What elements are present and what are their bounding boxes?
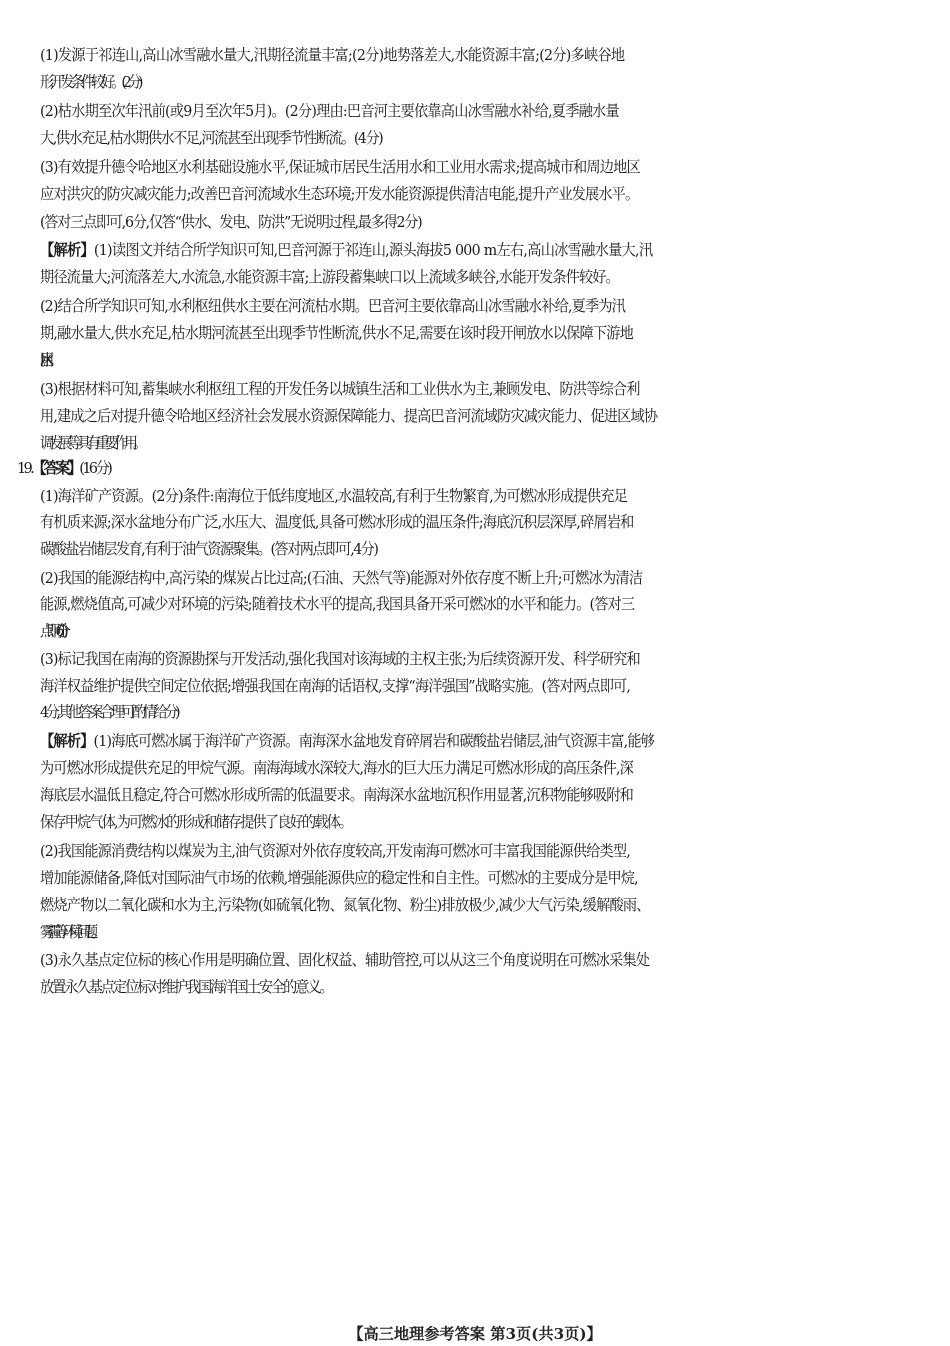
question-number: 19. xyxy=(17,459,32,477)
line-text: (3)有效提升德令哈地区水利基础设施水平,保证城市居民生活用水和工业用水需求;提高城市和周边地区 xyxy=(40,158,640,176)
text-line xyxy=(40,265,928,289)
text-line xyxy=(40,210,928,234)
section-label: 【答案】 xyxy=(32,459,79,477)
line-text: 点即可,6分) xyxy=(40,622,61,640)
text-line xyxy=(40,182,928,206)
line-text: 形,开发条件较好。(2分) xyxy=(40,73,139,91)
text-line xyxy=(40,70,928,94)
line-text: 保存甲烷气体,为可燃冰的形成和储存提供了良好的载体。 xyxy=(40,813,351,831)
line-text: 调发展等具有重要作用。 xyxy=(40,434,142,452)
text-line xyxy=(40,920,928,944)
line-text: (3)标记我国在南海的资源勘探与开发活动,强化我国对该海域的主权主张;为后续资源开发、科学研究和 xyxy=(40,650,640,668)
section-label: 【解析】 xyxy=(40,732,94,750)
text-line xyxy=(40,155,928,179)
text-line xyxy=(40,43,928,67)
text-line xyxy=(40,592,928,616)
line-text: 4分,其他答案合理可酌情给分) xyxy=(40,703,177,721)
text-line xyxy=(40,126,928,150)
text-line xyxy=(40,700,928,724)
line-text: 期径流量大;河流落差大,水流急,水能资源丰富;上游段蓄集峡口以上流域多峡谷,水能开发条件较好。 xyxy=(40,268,619,286)
text-line xyxy=(40,674,928,698)
line-text: (2)结合所学知识可知,水利枢纽供水主要在河流枯水期。巴音河主要依靠高山冰雪融水补给,夏季为汛 xyxy=(40,297,625,315)
line-text: (1)发源于祁连山,高山冰雪融水量大,汛期径流量丰富;(2分)地势落差大,水能资源丰富;(2分)多峡谷地 xyxy=(40,46,624,64)
text-line xyxy=(40,484,928,508)
page-footer: 【高三地理参考答案 第3页(共3页)】 xyxy=(0,1322,950,1346)
line-text: 增加能源储备,降低对国际油气市场的依赖,增强能源供应的稳定性和自主性。可燃冰的主要成分是甲烷, xyxy=(40,869,638,887)
text-line xyxy=(40,348,928,372)
text-line xyxy=(40,839,928,863)
line-text: 期,融水量大,供水充足,枯水期河流甚至出现季节性断流,供水不足,需要在该时段开闸放水以保障下游地 xyxy=(40,324,633,342)
line-text: (2)我国能源消费结构以煤炭为主,油气资源对外依存度较高,开发南海可燃冰可丰富我国能源供给类型, xyxy=(40,842,630,860)
line-text: 放置永久基点定位标对维护我国海洋国土安全的意义。 xyxy=(40,978,332,996)
section-label: 【解析】 xyxy=(40,241,94,259)
text-line xyxy=(40,566,928,590)
text-line xyxy=(40,866,928,890)
text-line xyxy=(40,321,928,345)
text-line xyxy=(40,404,928,428)
text-line xyxy=(40,510,928,534)
line-text: 雾霾等环境问题。 xyxy=(40,923,99,941)
text-line xyxy=(40,975,928,999)
line-text: 应对洪灾的防灾减灾能力;改善巴音河流域水生态环境;开发水能资源提供清洁电能,提升产业发展水平。 xyxy=(40,185,638,203)
line-text: (1)读图文并结合所学知识可知,巴音河源于祁连山,源头海拔5 000 m左右,高山冰雪融水量大,汛 xyxy=(94,241,652,259)
line-text: (1)海洋矿产资源。(2分)条件:南海位于低纬度地区,水温较高,有利于生物繁育,为可燃冰形成提供充足 xyxy=(40,487,627,505)
text-line xyxy=(40,783,928,807)
line-text: (2)我国的能源结构中,高污染的煤炭占比过高;(石油、天然气等)能源对外依存度不断上升;可燃冰为清洁 xyxy=(40,569,642,587)
line-text: 能源,燃烧值高,可减少对环境的污染;随着技术水平的提高,我国具备开采可燃冰的水平和能力。(答对三 xyxy=(40,595,634,613)
text-line xyxy=(40,729,928,753)
line-text: (3)根据材料可知,蓄集峡水利枢纽工程的开发任务以城镇生活和工业供水为主,兼顾发电、防洪等综合利 xyxy=(40,380,640,398)
text-line xyxy=(17,456,928,480)
line-text: (16分) xyxy=(79,459,110,477)
line-text: 大,供水充足,枯水期供水不足,河流甚至出现季节性断流。(4分) xyxy=(40,129,382,147)
text-line xyxy=(40,893,928,917)
line-text: 为可燃冰形成提供充足的甲烷气源。南海海域水深较大,海水的巨大压力满足可燃冰形成的高压条件,深 xyxy=(40,759,633,777)
line-text: (答对三点即可,6分,仅答“供水、发电、防洪”无说明过程,最多得2分) xyxy=(40,213,421,231)
line-text: (1)海底可燃冰属于海洋矿产资源。南海深水盆地发育碎屑岩和碳酸盐岩储层,油气资源丰富,能够 xyxy=(94,732,655,750)
text-line xyxy=(40,238,928,262)
text-line xyxy=(40,537,928,561)
line-text: 海洋权益维护提供空间定位依据;增强我国在南海的话语权,支撑“海洋强国”战略实施。(答对两点即可, xyxy=(40,677,630,695)
text-line xyxy=(40,810,928,834)
line-text: 燃烧产物以二氧化碳和水为主,污染物(如硫氧化物、氮氧化物、粉尘)排放极少,减少大气污染,缓解酸雨、 xyxy=(40,896,650,914)
text-line xyxy=(40,647,928,671)
text-line xyxy=(40,431,928,455)
text-line xyxy=(40,294,928,318)
text-line xyxy=(40,948,928,972)
line-text: (3)永久基点定位标的核心作用是明确位置、固化权益、辅助管控,可以从这三个角度说明在可燃冰采集处 xyxy=(40,951,649,969)
line-text: 用,建成之后对提升德令哈地区经济社会发展水资源保障能力、提高巴音河流域防灾减灾能力、促进区域协 xyxy=(40,407,657,425)
text-line xyxy=(40,377,928,401)
text-line xyxy=(40,756,928,780)
line-text: 有机质来源;深水盆地分布广泛,水压大、温度低,具备可燃冰形成的温压条件;海底沉积层深厚,碎屑岩和 xyxy=(40,513,634,531)
line-text: 碳酸盐岩储层发育,有利于油气资源聚集。(答对两点即可,4分) xyxy=(40,540,377,558)
text-line xyxy=(40,619,928,643)
line-text: (2)枯水期至次年汛前(或9月至次年5月)。(2分)理由:巴音河主要依靠高山冰雪融水补给,夏季融水量 xyxy=(40,102,619,120)
line-text: 海底层水温低且稳定,符合可燃冰形成所需的低温要求。南海深水盆地沉积作用显著,沉积物能够吸附和 xyxy=(40,786,633,804)
text-line xyxy=(40,99,928,123)
